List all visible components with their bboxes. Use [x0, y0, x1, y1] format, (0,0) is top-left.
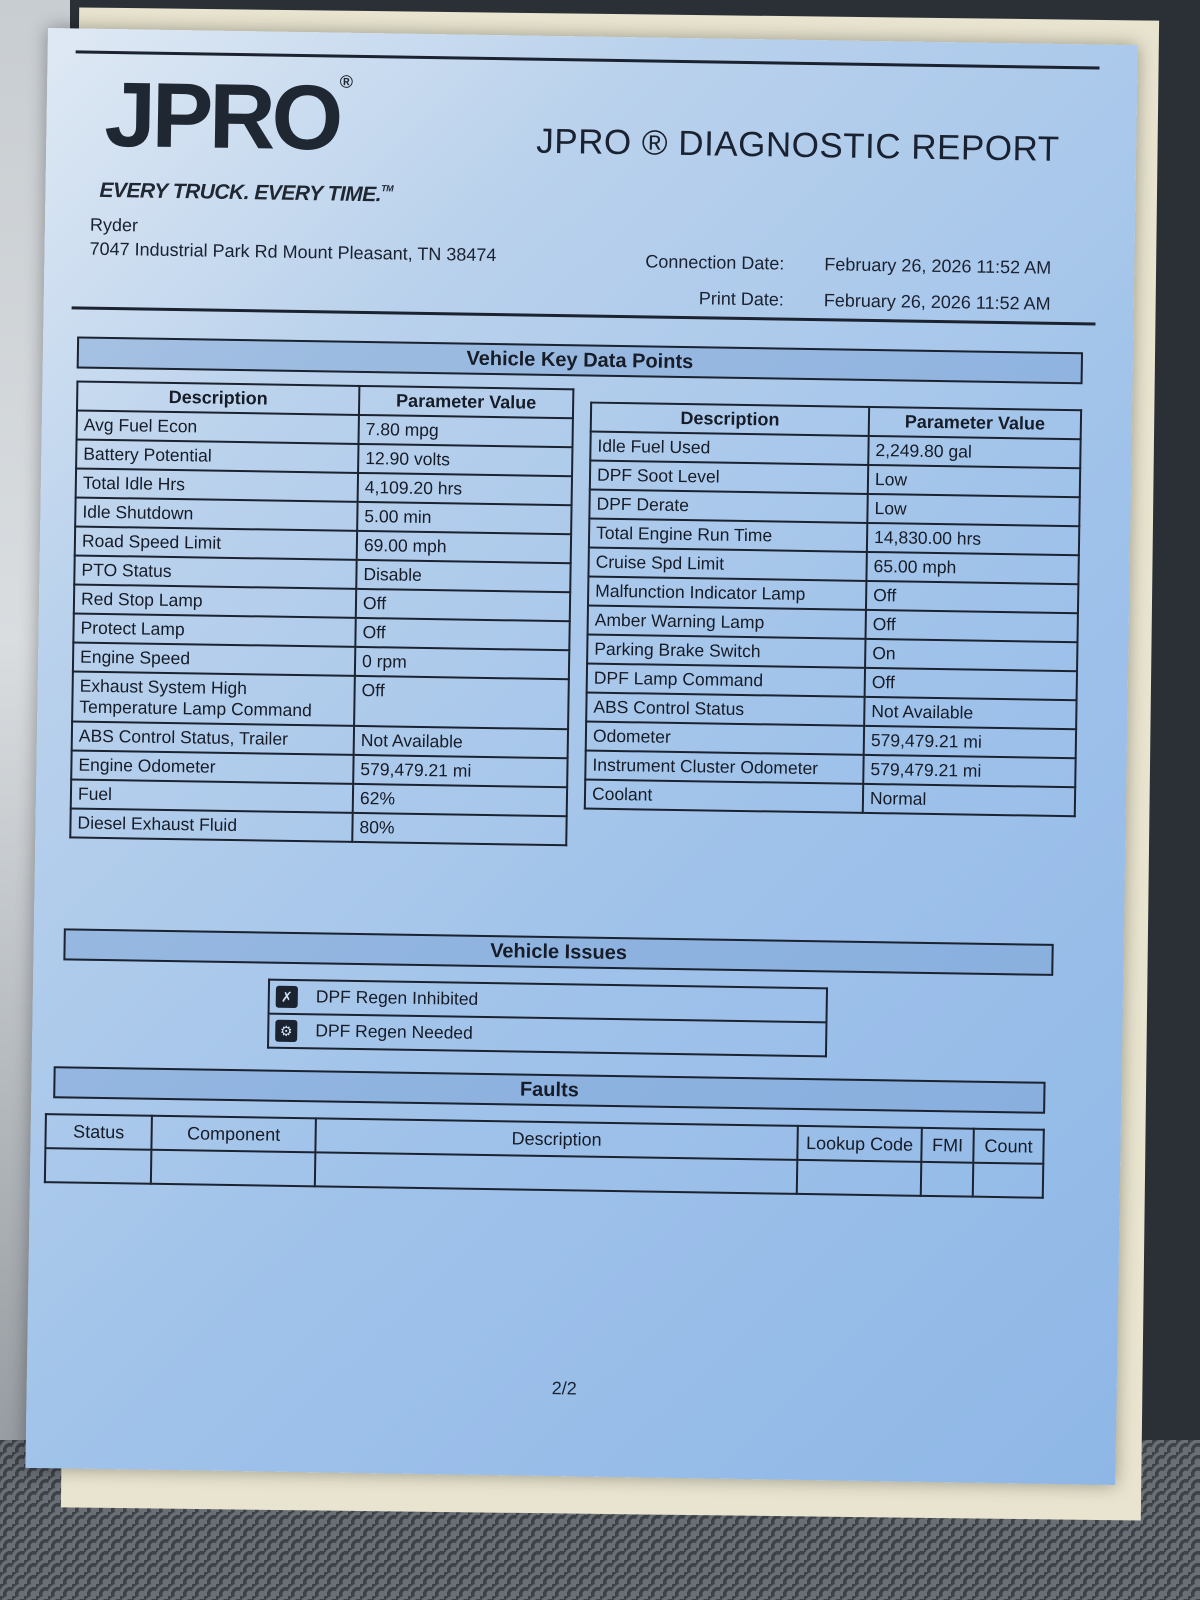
- vehicle-issues-section-header: Vehicle Issues: [63, 928, 1053, 976]
- value-cell: 579,479.21 mi: [863, 755, 1075, 787]
- description-cell: Protect Lamp: [73, 613, 355, 646]
- value-cell: Off: [866, 610, 1078, 642]
- value-cell: Off: [356, 589, 570, 621]
- description-cell: Malfunction Indicator Lamp: [588, 577, 866, 610]
- value-cell: 2,249.80 gal: [868, 436, 1080, 468]
- description-cell: Engine Speed: [73, 642, 355, 675]
- value-cell: 579,479.21 mi: [353, 755, 567, 787]
- faults-col-component: Component: [151, 1116, 316, 1153]
- value-cell: 14,830.00 hrs: [867, 523, 1079, 555]
- value-cell: 80%: [352, 813, 566, 845]
- value-cell: Off: [355, 618, 569, 650]
- description-cell: ABS Control Status: [586, 693, 864, 726]
- value-cell: Disable: [356, 560, 570, 592]
- description-cell: Cruise Spd Limit: [588, 548, 866, 581]
- value-cell: 12.90 volts: [358, 444, 572, 476]
- vehicle-issues-table: [267, 979, 828, 1058]
- issue-label: DPF Regen Needed: [315, 1020, 474, 1043]
- faults-col-count: Count: [973, 1129, 1044, 1164]
- report-page: [25, 28, 1137, 1485]
- value-cell: Low: [868, 465, 1080, 497]
- value-cell: 579,479.21 mi: [864, 726, 1076, 758]
- key-data-section-header: Vehicle Key Data Points: [77, 336, 1083, 384]
- value-cell: Off: [865, 668, 1077, 700]
- description-cell: Diesel Exhaust Fluid: [70, 808, 352, 841]
- description-cell: PTO Status: [74, 555, 356, 588]
- customer-name: Ryder: [89, 214, 139, 236]
- page-number: 2/2: [551, 1378, 577, 1399]
- tagline: [99, 179, 393, 208]
- faults-empty-cell: [973, 1163, 1044, 1198]
- description-cell: Idle Shutdown: [75, 497, 357, 530]
- print-date-value: February 26, 2026 11:52 AM: [823, 289, 1051, 314]
- description-cell: ABS Control Status, Trailer: [72, 721, 354, 754]
- faults-empty-cell: [315, 1152, 797, 1194]
- value-cell: Not Available: [354, 726, 568, 758]
- description-cell: DPF Derate: [589, 490, 867, 523]
- faults-empty-cell: [45, 1148, 152, 1184]
- faults-table: [44, 1113, 1045, 1199]
- description-cell: Amber Warning Lamp: [588, 606, 866, 639]
- logo-text: JPRO: [103, 63, 340, 170]
- column-header-description: Description: [591, 403, 869, 436]
- description-cell: Exhaust System High Temperature Lamp Command: [72, 671, 355, 725]
- value-cell: Normal: [863, 784, 1075, 816]
- value-cell: Off: [866, 581, 1078, 613]
- table-row: [72, 671, 569, 729]
- value-cell: Not Available: [864, 697, 1076, 729]
- print-date-label: Print Date:: [698, 287, 784, 310]
- description-cell: Instrument Cluster Odometer: [585, 751, 863, 784]
- faults-empty-cell: [797, 1160, 922, 1196]
- connection-date-label: Connection Date:: [645, 250, 785, 274]
- description-cell: DPF Soot Level: [590, 461, 868, 494]
- value-cell: 0 rpm: [355, 647, 569, 679]
- description-cell: Battery Potential: [76, 439, 358, 472]
- description-cell: Odometer: [586, 722, 864, 755]
- description-cell: Coolant: [585, 780, 863, 813]
- faults-col-lookup-code: Lookup Code: [797, 1126, 922, 1162]
- issue-label: DPF Regen Inhibited: [315, 986, 479, 1009]
- connection-date-value: February 26, 2026 11:52 AM: [824, 253, 1052, 278]
- value-cell: Low: [867, 494, 1079, 526]
- value-cell: Off: [354, 676, 569, 729]
- value-cell: On: [865, 639, 1077, 671]
- report-title: JPRO ® DIAGNOSTIC REPORT: [535, 121, 1060, 169]
- value-cell: 69.00 mph: [357, 531, 571, 563]
- faults-col-status: Status: [45, 1114, 152, 1150]
- column-header-description: Description: [77, 382, 359, 415]
- description-cell: Engine Odometer: [71, 750, 353, 783]
- dpf-regen-icon: ⚙: [275, 1020, 297, 1042]
- key-data-left-body: [70, 411, 573, 846]
- description-cell: DPF Lamp Command: [587, 664, 865, 697]
- column-header-value: Parameter Value: [359, 386, 573, 418]
- value-cell: 5.00 min: [357, 502, 571, 534]
- description-cell: Avg Fuel Econ: [77, 411, 359, 444]
- dpf-inhibit-icon: ✗: [276, 986, 298, 1008]
- faults-col-description: Description: [315, 1118, 797, 1160]
- description-cell: Idle Fuel Used: [590, 432, 868, 465]
- tagline-text: EVERY TRUCK. EVERY TIME.: [99, 178, 382, 207]
- value-cell: 65.00 mph: [866, 552, 1078, 584]
- jpro-logo: [103, 63, 354, 170]
- logo-registered-mark: ®: [339, 71, 354, 92]
- faults-empty-cell: [151, 1150, 316, 1187]
- value-cell: 4,109.20 hrs: [358, 473, 572, 505]
- description-cell: Fuel: [71, 779, 353, 812]
- description-cell: Red Stop Lamp: [74, 584, 356, 617]
- dates-block: [624, 243, 1065, 322]
- description-cell: Total Engine Run Time: [589, 519, 867, 552]
- faults-col-fmi: FMI: [921, 1128, 974, 1163]
- key-data-right-table: [584, 402, 1082, 818]
- faults-section-header: Faults: [53, 1066, 1045, 1114]
- customer-address: 7047 Industrial Park Rd Mount Pleasant, TN 38474: [89, 238, 497, 266]
- value-cell: 62%: [353, 784, 567, 816]
- key-data-right-body: [585, 432, 1081, 817]
- description-cell: Total Idle Hrs: [76, 468, 358, 501]
- description-cell: Road Speed Limit: [75, 526, 357, 559]
- tagline-tm: TM: [381, 183, 394, 194]
- faults-empty-cell: [921, 1162, 974, 1197]
- value-cell: 7.80 mpg: [359, 415, 573, 447]
- key-data-left-table: [69, 380, 574, 846]
- customer-block: [89, 213, 497, 267]
- description-cell: Parking Brake Switch: [587, 635, 865, 668]
- column-header-value: Parameter Value: [869, 407, 1081, 439]
